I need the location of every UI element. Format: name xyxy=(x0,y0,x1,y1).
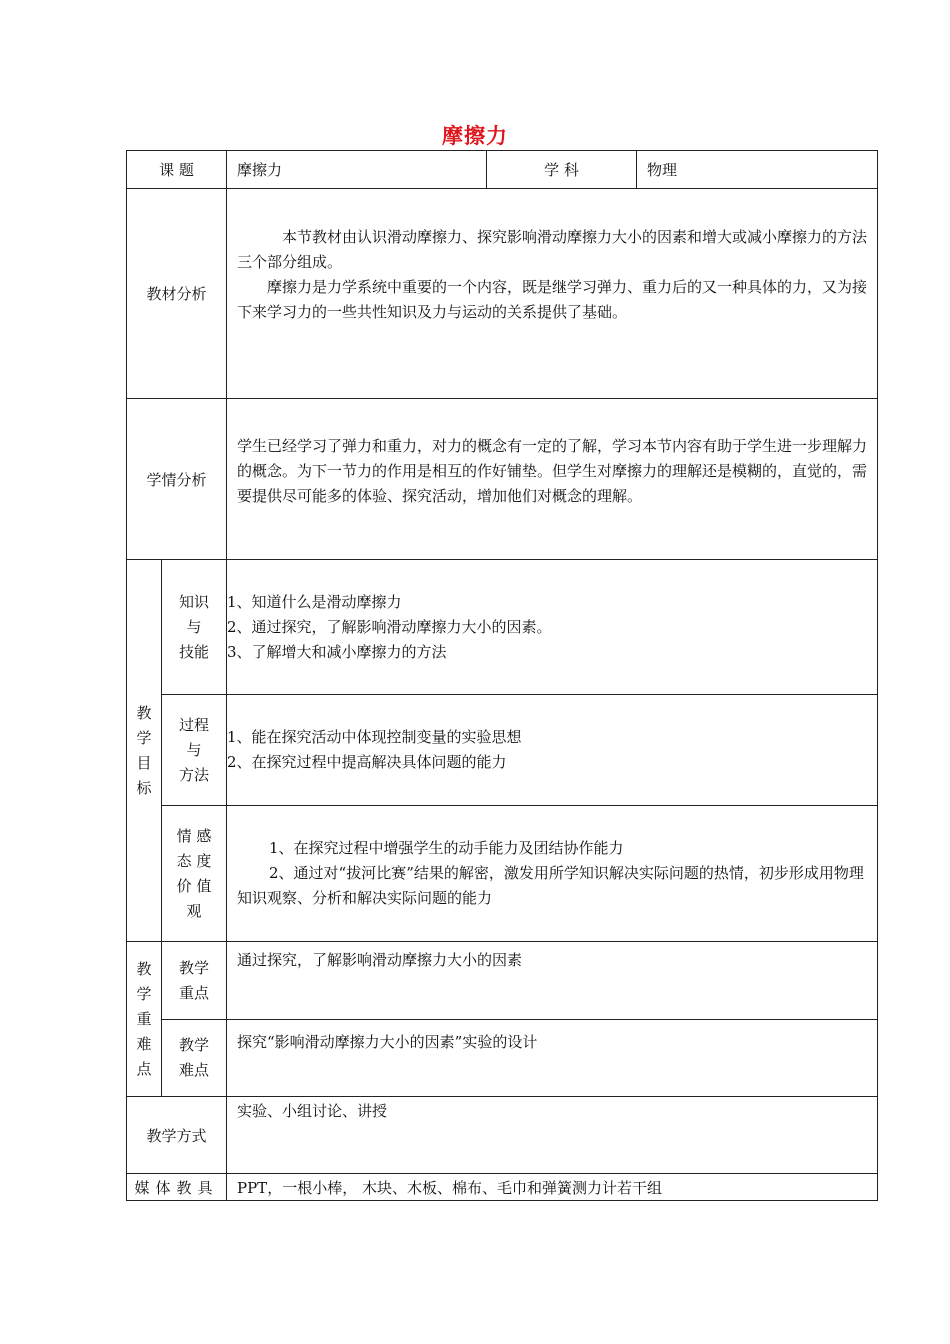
topic-value: 摩擦力 xyxy=(237,161,283,179)
process-label-line: 方法 xyxy=(178,765,209,784)
media-row xyxy=(127,1174,878,1201)
header-row xyxy=(127,151,878,189)
teaching-method-text: 实验、小组讨论、讲授 xyxy=(237,1102,388,1120)
topic-label-cell xyxy=(127,151,227,189)
teaching-method-label: 教学方式 xyxy=(146,1126,207,1145)
teaching-focus-content xyxy=(227,942,878,1020)
teaching-method-label-cell xyxy=(127,1097,227,1174)
textbook-analysis-label: 教材分析 xyxy=(146,285,207,303)
topic-label: 课 题 xyxy=(159,161,194,179)
media-label-cell xyxy=(127,1174,227,1201)
key-points-label-char: 重 xyxy=(136,1009,152,1028)
subject-label-cell xyxy=(487,151,637,189)
subject-label: 学 科 xyxy=(544,161,579,179)
textbook-analysis-label-cell xyxy=(127,189,227,399)
teaching-difficulty-label xyxy=(162,1020,227,1097)
process-label-line: 与 xyxy=(186,740,202,759)
difficulty-label-line: 难点 xyxy=(178,1061,209,1079)
teaching-difficulty-text: 探究“影响滑动摩擦力大小的因素”实验的设计 xyxy=(237,1033,538,1051)
knowledge-skills-label xyxy=(162,560,227,695)
student-analysis-label-cell xyxy=(127,399,227,560)
knowledge-item: 2、通过探究，了解影响滑动摩擦力大小的因素。 xyxy=(227,617,552,636)
document-title: 摩擦力 xyxy=(442,124,508,148)
process-item: 1、能在探究活动中体现控制变量的实验思想 xyxy=(227,728,522,746)
teaching-method-row xyxy=(127,1097,878,1174)
textbook-analysis-row xyxy=(127,189,878,399)
focus-label-line: 重点 xyxy=(178,983,209,1002)
key-focus-row xyxy=(127,942,878,1020)
student-analysis-row xyxy=(127,399,878,560)
student-analysis-label: 学情分析 xyxy=(146,470,207,489)
focus-label-line: 教学 xyxy=(178,958,209,977)
objectives-label-char: 目 xyxy=(136,753,152,772)
topic-value-cell xyxy=(227,151,487,189)
emotion-item: 1、在探究过程中增强学生的动手能力及团结协作能力 xyxy=(269,839,624,857)
knowledge-item: 3、了解增大和减小摩擦力的方法 xyxy=(227,642,447,661)
key-points-label-char: 点 xyxy=(136,1059,152,1078)
teaching-difficulty-content xyxy=(227,1020,878,1097)
teaching-focus-label xyxy=(162,942,227,1020)
knowledge-skills-list xyxy=(227,560,878,695)
process-label-line: 过程 xyxy=(178,715,209,734)
textbook-analysis-para-2: 摩擦力是力学系统中重要的一个内容，既是继学习弹力、重力后的又一种具体的力，又为接下来学习力的一些共性知识及力与运动的关系提供了基础。 xyxy=(237,278,868,321)
key-points-label-char: 难 xyxy=(136,1034,152,1053)
objective-knowledge-row xyxy=(127,560,878,695)
teaching-method-content xyxy=(227,1097,878,1174)
emotion-label-line: 价 值 xyxy=(176,876,212,895)
difficulty-label-line: 教学 xyxy=(178,1036,209,1054)
key-points-label-char: 学 xyxy=(136,984,152,1003)
media-content xyxy=(227,1174,878,1201)
emotion-values-list xyxy=(227,806,878,942)
emotion-item: 2、通过对“拔河比赛”结果的解密，激发用所学知识解决实际问题的热情，初步形成用物理知识观察、分析和解决实际问题的能力 xyxy=(237,864,864,907)
knowledge-label-line: 与 xyxy=(186,617,202,636)
objective-process-row xyxy=(127,695,878,806)
objective-emotion-row xyxy=(127,806,878,942)
subject-value-cell xyxy=(637,151,878,189)
key-difficulty-row xyxy=(127,1020,878,1097)
knowledge-label-line: 技能 xyxy=(178,642,209,661)
process-methods-list xyxy=(227,695,878,806)
emotion-values-label xyxy=(162,806,227,942)
textbook-analysis-para-1: 本节教材由认识滑动摩擦力、探究影响滑动摩擦力大小的因素和增大或减小摩擦力的方法三个部分组成。 xyxy=(237,228,868,271)
knowledge-item: 1、知道什么是滑动摩擦力 xyxy=(227,592,402,611)
key-points-label xyxy=(127,942,162,1097)
emotion-label-line: 观 xyxy=(186,901,202,920)
lesson-plan-table xyxy=(126,150,878,1201)
objectives-label xyxy=(127,560,162,942)
emotion-label-line: 态 度 xyxy=(176,851,212,870)
teaching-focus-text: 通过探究，了解影响滑动摩擦力大小的因素 xyxy=(237,951,523,969)
process-item: 2、在探究过程中提高解决具体问题的能力 xyxy=(227,753,507,771)
subject-value: 物理 xyxy=(647,161,678,179)
objectives-label-char: 教 xyxy=(136,703,152,722)
objectives-label-char: 标 xyxy=(136,778,152,797)
textbook-analysis-content xyxy=(227,189,878,399)
knowledge-label-line: 知识 xyxy=(178,592,209,611)
key-points-label-char: 教 xyxy=(136,959,152,978)
objectives-label-char: 学 xyxy=(136,728,152,747)
emotion-label-line: 情 感 xyxy=(176,826,212,845)
student-analysis-content xyxy=(227,399,878,560)
process-methods-label xyxy=(162,695,227,806)
student-analysis-text: 学生已经学习了弹力和重力，对力的概念有一定的了解，学习本节内容有助于学生进一步理解力的概念。为下一节力的作用是相互的作好铺垫。但学生对摩擦力的理解还是模糊的，直觉的，需要提供尽可能多的体验、探究活动，增加他们对概念的理解。 xyxy=(237,437,868,505)
media-label: 媒体教具 xyxy=(134,1178,219,1197)
media-text: PPT，一根小棒， 木块、木板、棉布、毛巾和弹簧测力计若干组 xyxy=(237,1178,662,1197)
